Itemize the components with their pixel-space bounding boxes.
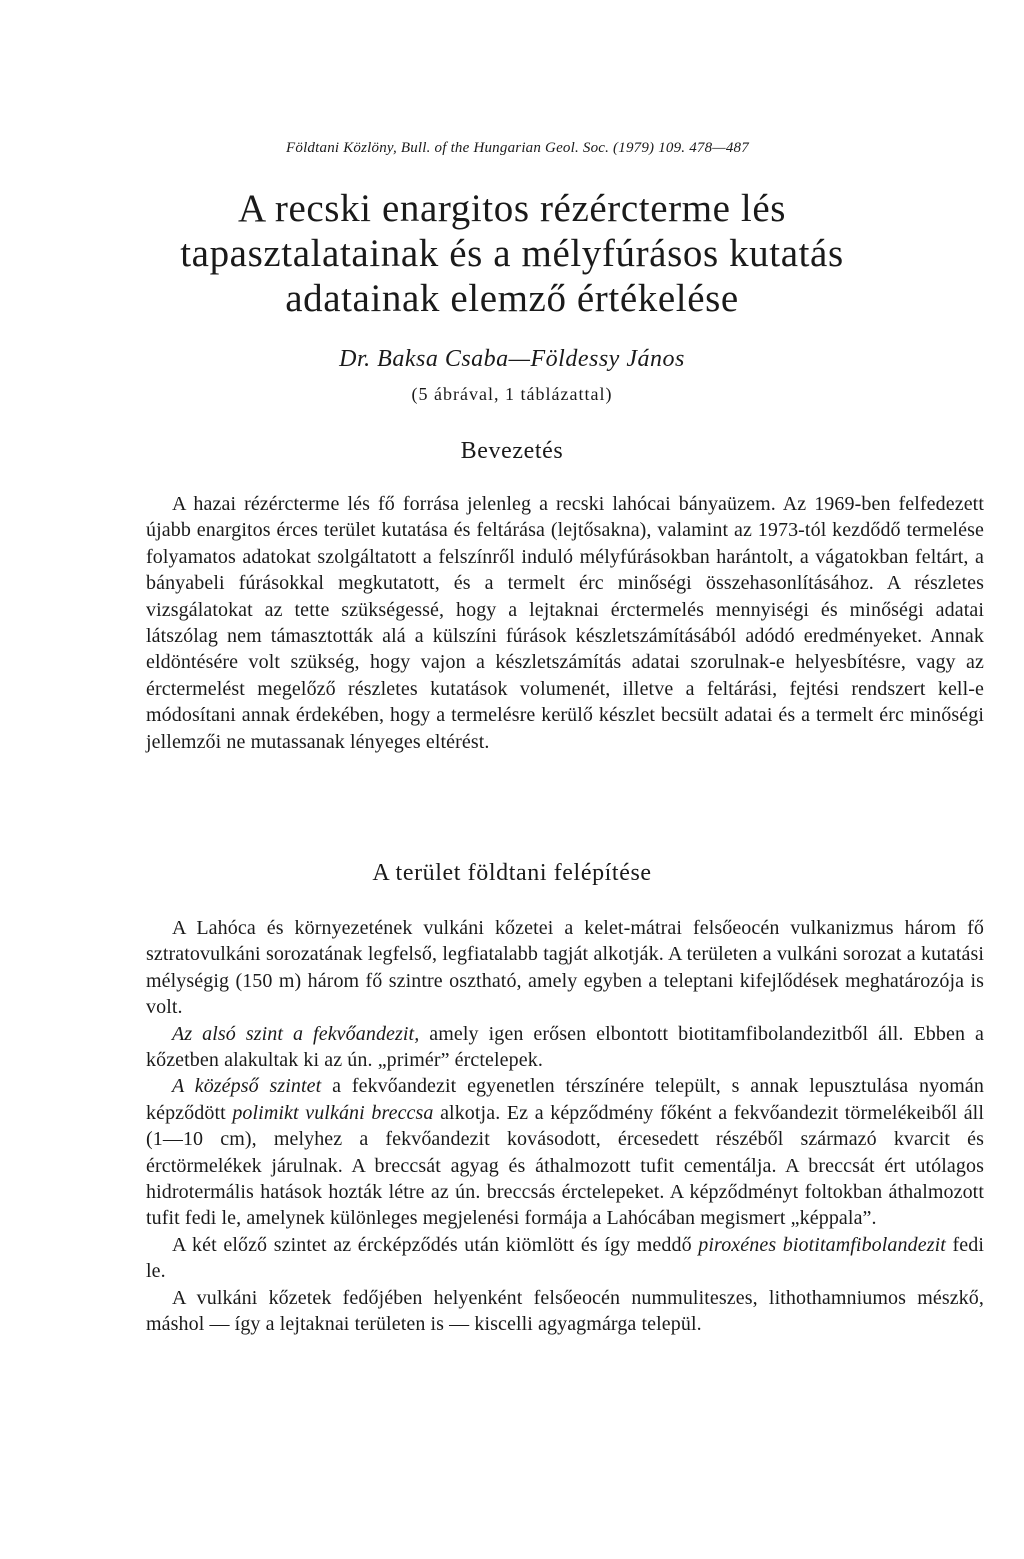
article-title: A recski enargitos rézércterme lés tapasztalatainak és a mélyfúrásos kutatás adatainak elemző értékelése [180,187,844,320]
section-heading-geology: A terület földtani felépítése [372,860,652,886]
geology-paragraph-3 [146,1073,984,1231]
emphasis-andesite: piroxénes biotitamfibolandezit [698,1233,946,1256]
geology-paragraph-4-text-a: A két előző szintet az ércképződés után kiömlött és így meddő [172,1233,699,1256]
journal-citation: Földtani Közlöny, Bull. of the Hungarian Geol. Soc. (1979) 109. 478—487 [286,140,749,156]
figures-note: (5 ábrával, 1 táblázattal) [411,384,613,404]
geology-paragraph-4-text-b: fedi le. [146,1233,985,1283]
geology-section [146,915,984,1338]
emphasis-middle-level: A középső szintet [172,1075,322,1098]
emphasis-breccia: polimikt vulkáni breccsa [232,1101,434,1124]
intro-section [146,491,984,755]
emphasis-lower-level: Az alsó szint a fekvőandezit, [172,1022,420,1045]
article-authors: Dr. Baksa Csaba—Földessy János [339,346,685,372]
geology-paragraph-3-text-a: a fekvőandezit egyenetlen térszínére települt, s annak lepusztulása nyomán képződött [146,1075,984,1124]
geology-paragraph-5: A vulkáni kőzetek fedőjében helyenként felsőeocén nummuliteszes, lithothamniumos mészkő, máshol — így a lejtaknai területen is — kiscelli agyagmárga települ. [146,1286,984,1336]
geology-paragraph-2 [146,1021,984,1074]
intro-paragraph: A hazai rézércterme lés fő forrása jelenleg a recski lahócai bányaüzem. Az 1969-ben felfedezett újabb enargitos érces terület kutatása és feltárása (lejtősakna), valamint az 1973-tól kezdődő termelése folyamatos adatokat szolgáltatott a felszínről induló mélyfúrásokban harántolt, a vágatokban feltárt, a bányabeli fúrásokkal megkutatott, és a termelt érc minőségi összehasonlításához. A részletes vizsgálatokat az tette szükségessé, hogy a lejtaknai érctermelés mennyiségi és minőségi adatai látszólag nem támasztották alá a külszíni fúrások készletszámításából adódó eredményeket. Annak eldöntésére volt szükség, hogy vajon a készletszámítás adatai szorulnak-e helyesbítésre, vagy az érctermelést megelőző részletes kutatások volumenét, illetve a feltárási, fejtési rendszert kell-e módosítani annak érdekében, hogy a termelésre kerülő készlet becsült adatai és a termelt érc minőségi jellemzői ne mutassanak lényeges eltérést. [146,493,984,753]
geology-paragraph-4 [146,1232,984,1285]
geology-paragraph-2-text: amely igen erősen elbontott biotitamfibolandezitből áll. Ebben a kőzetben alakultak ki az ún. „primér” érctelepek. [146,1022,984,1072]
section-heading-intro: Bevezetés [460,438,564,464]
geology-paragraph-1: A Lahóca és környezetének vulkáni kőzetei a kelet-mátrai felsőeocén vulkanizmus három fő sztratovulkáni sorozatának legfelső, legfiatalabb tagját alkotják. A területen a vulkáni sorozat a kutatási mélységig (150 m) három fő szintre osztható, amely egyben a teleptani kifejlődések meghatározója is volt. [146,917,984,1019]
geology-paragraph-3-text-b: alkotja. Ez a képződmény főként a fekvőandezit törmelékeiből áll (1—10 cm), melyhez a fekvőandezit kovásodott, ércesedett részéből származó kvarcit és érctörmelékek járulnak. A breccsát agyag és áthalmozott tufit cementálja. A breccsát ért utólagos hidrotermális hatások hozták létre az ún. breccsás érctelepeket. A képződményt foltokban áthalmozott tufit fedi le, amelynek különleges megjelenési formája a Lahócában megismert „képpala”. [146,1101,984,1230]
